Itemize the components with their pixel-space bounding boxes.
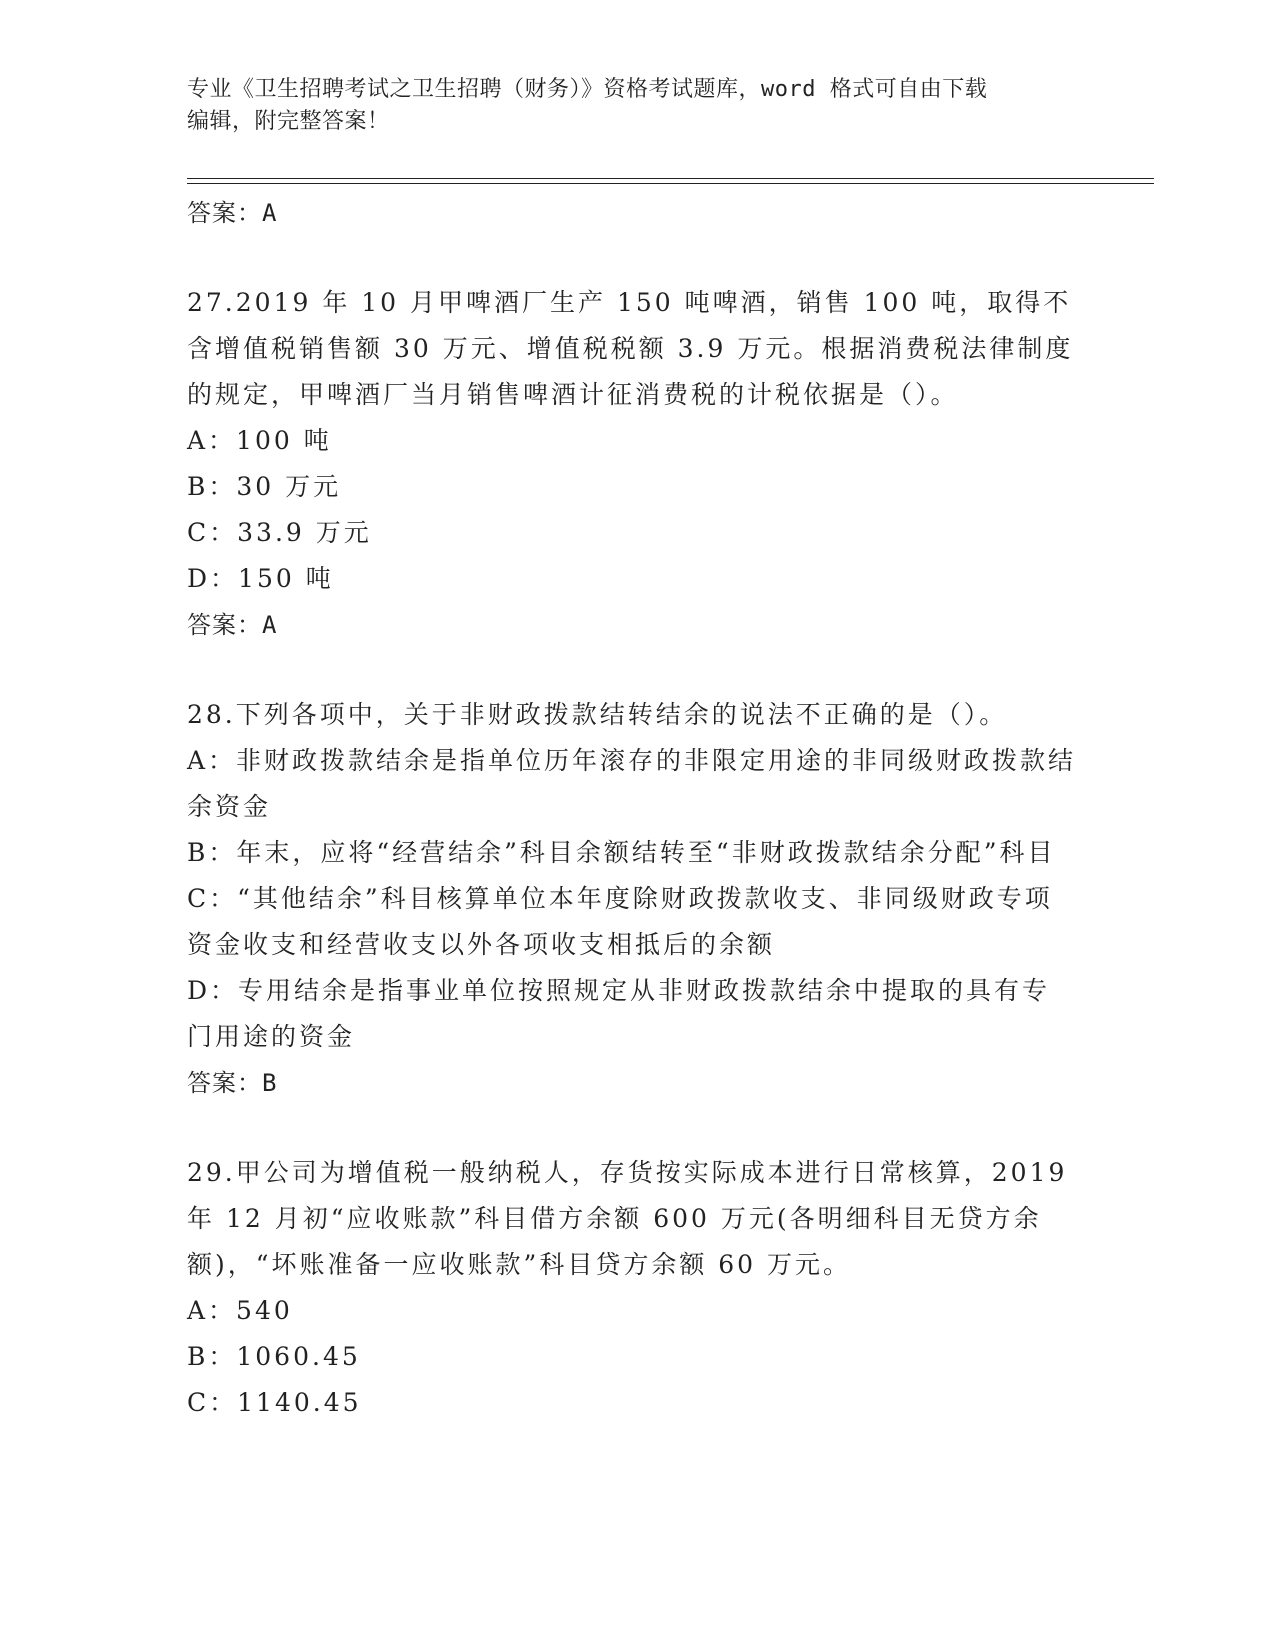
question-text: 27.2019 年 10 月甲啤酒厂生产 150 吨啤酒，销售 100 吨，取得不含增值税销售额 30 万元、增值税税额 3.9 万元。根据消费税法律制度的规定，甲啤酒厂当月销售啤酒计征消费税的计税依据是（）。	[187, 288, 1074, 409]
question-27	[187, 280, 1077, 648]
document-header	[187, 74, 1067, 138]
option-b: B：1060.45	[187, 1342, 361, 1371]
option-d: D：150 吨	[187, 564, 334, 593]
option-c: C：“其他结余”科目核算单位本年度除财政拨款收支、非同级财政专项资金收支和经营收支以外各项收支相抵后的余额	[187, 884, 1053, 959]
option-a: A：100 吨	[187, 426, 332, 455]
answer: 答案：A	[187, 611, 278, 639]
option-a: A：540	[187, 1296, 293, 1325]
answer: 答案：B	[187, 1069, 278, 1097]
option-c: C：1140.45	[187, 1388, 362, 1417]
header-divider-top	[187, 178, 1154, 179]
question-text: 28.下列各项中，关于非财政拨款结转结余的说法不正确的是（）。	[187, 700, 1008, 729]
header-line-2: 编辑，附完整答案！	[187, 109, 390, 134]
question-29	[187, 1150, 1077, 1426]
option-b: B：年末，应将“经营结余”科目余额结转至“非财政拨款结余分配”科目	[187, 838, 1056, 867]
question-28	[187, 692, 1077, 1106]
option-c: C：33.9 万元	[187, 518, 372, 547]
option-d: D：专用结余是指事业单位按照规定从非财政拨款结余中提取的具有专门用途的资金	[187, 976, 1051, 1051]
option-a: A：非财政拨款结余是指单位历年滚存的非限定用途的非同级财政拨款结余资金	[187, 746, 1077, 821]
question-text: 29.甲公司为增值税一般纳税人，存货按实际成本进行日常核算，2019 年 12 月初“应收账款”科目借方余额 600 万元(各明细科目无贷方余额)，“坏账准备一应收账款”科目贷方余额 60 万元。	[187, 1158, 1068, 1279]
header-divider-bottom	[187, 183, 1154, 184]
question-list	[187, 190, 1077, 1426]
previous-answer: 答案：A	[187, 199, 278, 227]
option-b: B：30 万元	[187, 472, 342, 501]
header-line-1: 专业《卫生招聘考试之卫生招聘（财务）》资格考试题库，word 格式可自由下载	[187, 77, 988, 102]
